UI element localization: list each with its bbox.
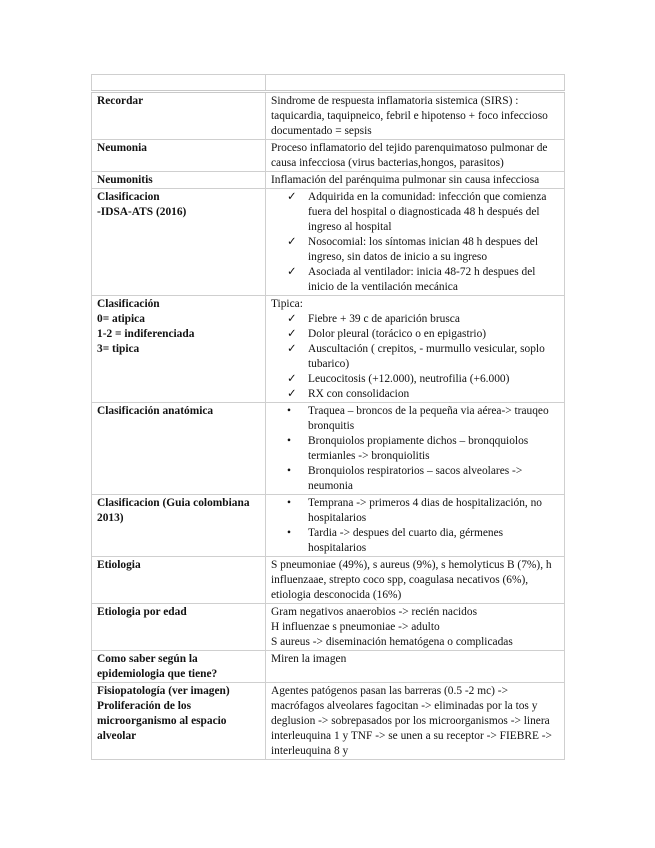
list-item xyxy=(283,434,560,464)
table-row xyxy=(92,403,565,495)
table-row xyxy=(92,557,565,604)
list-item xyxy=(283,190,560,235)
list-item xyxy=(283,327,560,342)
list-item xyxy=(283,496,560,526)
list-item xyxy=(283,312,560,327)
bullet-list xyxy=(271,404,560,494)
list-item xyxy=(283,526,560,556)
list-item-text: RX con consolidacion xyxy=(308,388,410,400)
table-row xyxy=(92,604,565,651)
content-cell xyxy=(266,557,565,604)
list-item xyxy=(283,372,560,387)
checkmark-icon: ✓ xyxy=(287,328,297,340)
content-text: Tipica: xyxy=(271,298,303,310)
table-row xyxy=(92,683,565,760)
bullet-list xyxy=(271,496,560,556)
term-cell xyxy=(92,92,266,140)
bullet-icon: • xyxy=(287,435,291,447)
term-cell xyxy=(92,557,266,604)
checkmark-icon: ✓ xyxy=(287,373,297,385)
bullet-icon: • xyxy=(287,527,291,539)
bullet-list xyxy=(271,190,560,295)
term-line: Recordar xyxy=(97,95,144,107)
table-row xyxy=(92,495,565,557)
table-row xyxy=(92,651,565,683)
term-cell xyxy=(92,189,266,296)
table-row xyxy=(92,189,565,296)
table-row xyxy=(92,92,565,140)
bullet-icon: • xyxy=(287,405,291,417)
term-line: Proliferación de los microorganismo al espacio alveolar xyxy=(97,700,227,742)
content-text: Agentes patógenos pasan las barreras (0.5 -2 mc) -> macrófagos alveolares fagocitan -> eliminadas por la tos y deglusion -> sobrepasados por los microorganismos -> linera interleuquina 1 y TNF -> se unen a su receptor -> FIEBRE -> interleuquina 8 y xyxy=(271,685,552,757)
bullet-icon: • xyxy=(287,497,291,509)
term-line: Clasificacion (Guia colombiana 2013) xyxy=(97,497,250,524)
term-cell xyxy=(92,296,266,403)
term-line: Clasificación anatómica xyxy=(97,405,214,417)
list-item xyxy=(283,464,560,494)
checkmark-icon: ✓ xyxy=(287,266,297,278)
term-cell xyxy=(92,140,266,172)
list-item-text: Asociada al ventilador: inicia 48-72 h despues del inicio de la ventilación mecánica xyxy=(308,266,536,293)
term-cell xyxy=(92,495,266,557)
blank-cell xyxy=(92,75,266,92)
table-row xyxy=(92,140,565,172)
content-text: Sindrome de respuesta inflamatoria sistemica (SIRS) : taquicardia, taquipneico, febril e hipotenso + foco infeccioso documentado = sepsis xyxy=(271,95,548,137)
content-cell xyxy=(266,92,565,140)
list-item-text: Traquea – broncos de la pequeña via aérea-> trauqeo bronquitis xyxy=(308,405,549,432)
list-item-text: Adquirida en la comunidad: infección que comienza fuera del hospital o diagnosticada 48 h después del ingreso al hospital xyxy=(308,191,547,233)
list-item xyxy=(283,265,560,295)
table-row xyxy=(92,296,565,403)
list-item-text: Leucocitosis (+12.000), neutrofilia (+6.000) xyxy=(308,373,510,385)
table-row xyxy=(92,172,565,189)
checkmark-icon: ✓ xyxy=(287,313,297,325)
term-cell xyxy=(92,604,266,651)
content-text: Gram negativos anaerobios -> recién nacidos xyxy=(271,606,477,618)
list-item-text: Nosocomial: los síntomas inician 48 h despues del ingreso, sin datos de inicio a su ingreso xyxy=(308,236,538,263)
content-cell xyxy=(266,495,565,557)
term-line: Como saber según la epidemiologia que tiene? xyxy=(97,653,218,680)
content-text: Miren la imagen xyxy=(271,653,347,665)
content-cell xyxy=(266,403,565,495)
list-item-text: Tardia -> despues del cuarto dia, gérmenes hospitalarios xyxy=(308,527,504,554)
list-item xyxy=(283,235,560,265)
checkmark-icon: ✓ xyxy=(287,191,297,203)
term-cell xyxy=(92,403,266,495)
term-cell xyxy=(92,683,266,760)
content-text: S aureus -> diseminación hematógena o complicadas xyxy=(271,636,513,648)
term-line: Neumonitis xyxy=(97,174,153,186)
term-cell xyxy=(92,172,266,189)
term-line: 1-2 = indiferenciada xyxy=(97,328,195,340)
checkmark-icon: ✓ xyxy=(287,343,297,355)
content-text: H influenzae s pneumoniae -> adulto xyxy=(271,621,440,633)
term-line: Fisiopatología (ver imagen) xyxy=(97,685,230,697)
checkmark-icon: ✓ xyxy=(287,388,297,400)
list-item xyxy=(283,342,560,372)
term-cell xyxy=(92,651,266,683)
content-text: Inflamación del parénquima pulmonar sin causa infecciosa xyxy=(271,174,540,186)
list-item-text: Temprana -> primeros 4 dias de hospitalización, no hospitalarios xyxy=(308,497,543,524)
checkmark-icon: ✓ xyxy=(287,236,297,248)
term-line: Etiologia xyxy=(97,559,141,571)
content-text: Proceso inflamatorio del tejido parenquimatoso pulmonar de causa infecciosa (virus bacterias,hongos, parasitos) xyxy=(271,142,548,169)
term-line: 0= atipica xyxy=(97,313,145,325)
content-cell xyxy=(266,296,565,403)
content-cell xyxy=(266,604,565,651)
list-item-text: Bronquiolos propiamente dichos – bronqquiolos termianles -> bronquiolitis xyxy=(308,435,529,462)
content-cell xyxy=(266,189,565,296)
term-line: Neumonia xyxy=(97,142,147,154)
list-item-text: Bronquiolos respiratorios – sacos alveolares -> neumonia xyxy=(308,465,523,492)
term-line: Clasificación xyxy=(97,298,160,310)
content-cell xyxy=(266,683,565,760)
list-item xyxy=(283,404,560,434)
list-item xyxy=(283,387,560,402)
term-line: Etiologia por edad xyxy=(97,606,187,618)
list-item-text: Dolor pleural (torácico o en epigastrio) xyxy=(308,328,487,340)
term-line: 3= tipica xyxy=(97,343,140,355)
bullet-list xyxy=(271,312,560,402)
blank-header-row xyxy=(92,75,565,92)
list-item-text: Auscultación ( crepitos, - murmullo vesicular, soplo tubarico) xyxy=(308,343,545,370)
content-text: S pneumoniae (49%), s aureus (9%), s hemolyticus B (7%), h influenzaae, strepto coco spp, coagulasa necativos (6%), etiologia desconocida (16%) xyxy=(271,559,552,601)
content-cell xyxy=(266,172,565,189)
notes-table xyxy=(91,74,565,760)
content-cell xyxy=(266,651,565,683)
term-line: Clasificacion xyxy=(97,191,160,203)
list-item-text: Fiebre + 39 c de aparición brusca xyxy=(308,313,460,325)
content-cell xyxy=(266,140,565,172)
blank-cell xyxy=(266,75,565,92)
bullet-icon: • xyxy=(287,465,291,477)
term-line: -IDSA-ATS (2016) xyxy=(97,206,187,218)
